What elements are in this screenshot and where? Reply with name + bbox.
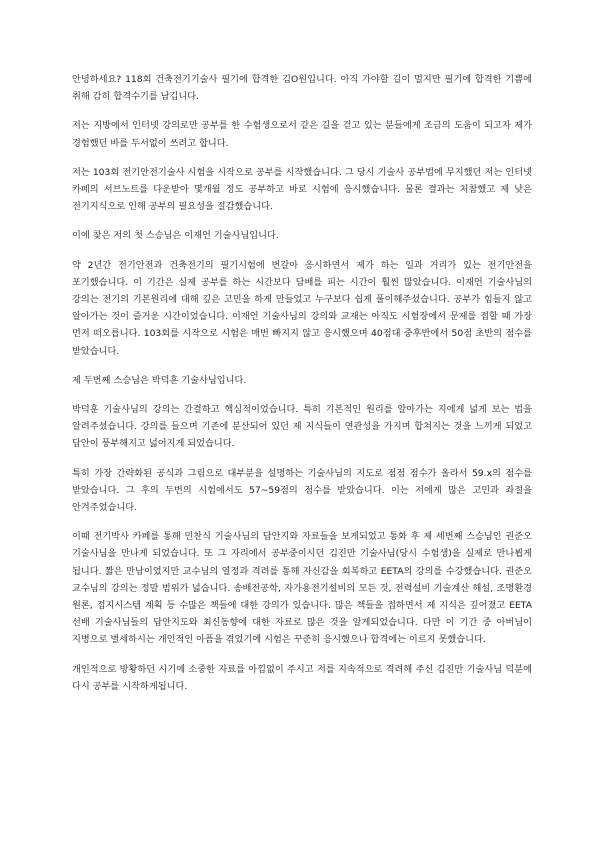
paragraph-second-teacher: 제 두번째 스승님은 박덕훈 기술사님입니다. bbox=[72, 374, 247, 386]
paragraph-purpose: 저는 지방에서 인터넷 강의로만 공부를 한 수험생으로서 같은 길을 걷고 있는 분들에게 조금의 도움이 되고자 제가 경험했던 바를 두서없이 쓰려고 합니다. bbox=[72, 120, 532, 149]
document-body bbox=[72, 71, 532, 707]
paragraph-second-teacher-lecture: 박덕훈 기술사님의 강의는 간결하고 핵심적이었습니다. 특히 기본적인 원리를 알아가는 지에게 넓게 보는 법을 알려주셨습니다. 강의를 들으며 기존에 분산되어 있던 제 지식들이 연관성을 가지며 합쳐지는 것을 느끼게 되었고 답안이 풍부해지고 넓어지게 되었습니다. bbox=[72, 404, 532, 450]
paragraph-restart: 개인적으로 방황하던 시기에 소중한 자료를 아낌없이 주시고 저를 지속적으로 격려해 주신 김진만 기술사님 덕분에 다시 공부를 시작하게됩니다. bbox=[72, 663, 532, 692]
paragraph-first-teacher: 이에 찾은 저의 첫 스승님은 이재언 기술사님입니다. bbox=[72, 230, 279, 242]
paragraph-first-teacher-study: 약 2년간 전기안전과 건축전기의 필기시험에 번갈아 응시하면서 제가 하는 일과 거리가 있는 전기안전을 포기했습니다. 이 기간은 실제 공부를 하는 시간보다 담배를 피는 시간이 훨씬 많았습니다. 이재언 기술사님의 강의는 전기의 기본원리에 대해 깊은 고민을 하게 만들었고 누구보다 쉽게 풀이해주셨습니다. 공부가 힘들지 않고 알아가는 것이 즐거운 시간이었습니다. 이재언 기술사님의 강의와 교재는 아직도 시험장에서 문제를 접할 때 가장 먼저 떠오릅니다. 103회를 시작으로 시험은 매번 빠지지 않고 응시했으며 40점대 중후반에서 50점 초반의 점수를 받았습니다. bbox=[72, 259, 532, 357]
paragraph-greeting: 안녕하세요? 118회 건축전기기술사 필기에 합격한 김O원입니다. 아직 가야할 길이 멀지만 필기에 합격한 기쁨에 취해 감히 합격수기를 남깁니다. bbox=[72, 74, 532, 103]
paragraph-first-attempt: 저는 103회 전기안전기술사 시험을 시작으로 공부를 시작했습니다. 그 당시 기술사 공부법에 무지했던 저는 인터넷 카페의 서브노트를 다운받아 몇개월 정도 공부하고 바로 시험에 응시했습니다. 물론 결과는 처참했고 제 낮은 전기지식으로 인해 공부의 필요성을 절감했습니다. bbox=[72, 166, 532, 213]
paragraph-third-teacher: 이때 전기박사 카페를 통해 민찬식 기술사님의 답안지와 자료들을 보게되었고 통화 후 제 세번째 스승님인 권준오 기술사님을 만나게 되었습니다. 또 그 자리에서 공부중이시던 김진만 기술사님(당시 수험생)을 실제로 만나뵙게 됩니다. 짧은 만남이었지만 교수님의 열정과 격려를 통해 자신감을 회복하고 EETA의 강의를 수강했습니다. 권준오 교수님의 강의는 정말 범위가 넓습니다. 송배전공학, 자가용전기설비의 모든 것, 전력설비 기술계산 해설, 조명환경 원론, 접지시스템 계획 등 수많은 책들에 대한 강의가 있습니다. 많은 책들을 접하면서 제 지식은 깊어졌고 EETA 선배 기술사님들의 답안지도와 최신동향에 대한 자료로 많은 것을 알게되었습니다. 다만 이 기간 중 아버님이 지병으로 별세하시는 개인적인 아픔을 겪었기에 시험은 꾸준히 응시했으나 합격에는 이르지 못했습니다. bbox=[72, 531, 532, 646]
paragraph-score-progress: 특히 가장 간략화된 공식과 그림으로 대부분을 설명하는 기술사님의 지도로 점점 점수가 올라서 59.x의 점수를 받았습니다. 그 후의 두번의 시험에서도 57~59점의 점수를 받았습니다. 이는 저에게 많은 고민과 좌절을 안겨주었습니다. bbox=[72, 467, 532, 514]
